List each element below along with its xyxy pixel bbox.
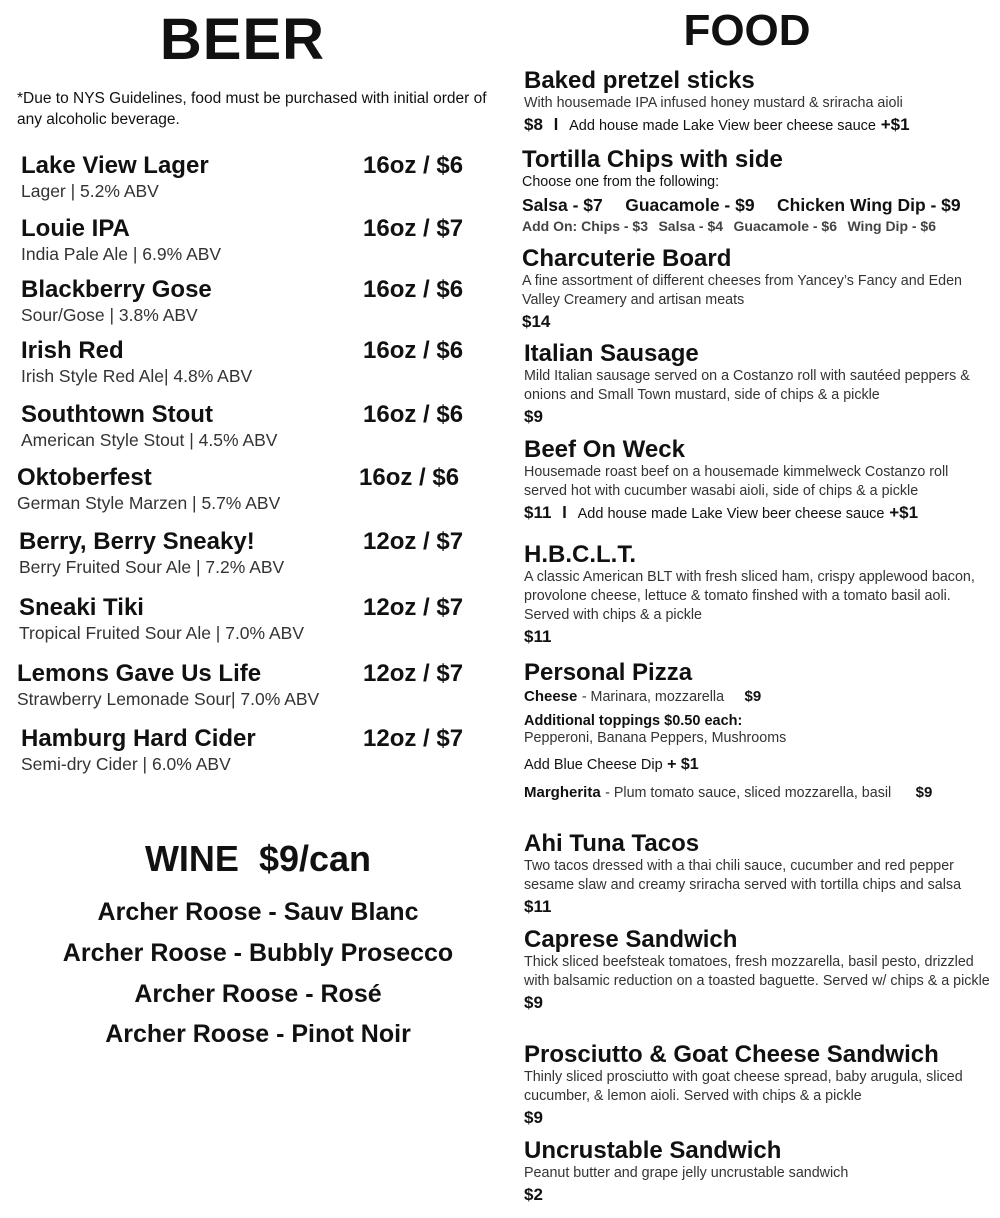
pizza-margherita-label: Margherita: [524, 784, 601, 801]
food-column: [510, 0, 1000, 1218]
chips-addon: Wing Dip - $6: [847, 218, 937, 234]
food-price: $8: [524, 115, 543, 134]
food-item-charcuterie: [522, 246, 992, 334]
pizza-toppings-label: Additional toppings $0.50 each:: [524, 713, 743, 729]
beer-item: [0, 528, 510, 588]
beer-item: [0, 725, 510, 785]
beer-name: Lake View Lager: [21, 152, 209, 179]
chips-option: Chicken Wing Dip - $9: [777, 195, 961, 215]
chips-addon: Salsa - $4: [658, 218, 724, 234]
food-desc: A classic American BLT with fresh sliced ham, crispy applewood bacon, provolone cheese, lettuce & tomato finshed with a tomato basil aoli. Served with chips & a pickle: [524, 569, 975, 623]
beer-price: 12oz / $7: [363, 594, 464, 621]
food-name: Baked pretzel sticks: [524, 67, 755, 94]
wine-item: Archer Roose - Rosé: [134, 980, 382, 1008]
addon-price: +$1: [889, 503, 919, 522]
addon-text: Add house made Lake View beer cheese sauce: [569, 118, 876, 134]
food-item-prosciutto: [524, 1042, 994, 1130]
beer-desc: India Pale Ale | 6.9% ABV: [21, 244, 222, 264]
beer-name: Louie IPA: [21, 215, 130, 242]
food-item-hbclt: [524, 542, 994, 649]
pizza-cheese-price: $9: [744, 688, 762, 705]
beer-item: [0, 215, 510, 275]
chips-addon: Guacamole - $6: [733, 218, 838, 234]
pizza-dip-price: + $1: [667, 756, 699, 773]
food-price: $11: [524, 627, 552, 646]
beer-desc: Lager | 5.2% ABV: [21, 181, 159, 201]
beer-item: [0, 660, 510, 720]
food-name: Personal Pizza: [524, 659, 693, 686]
beer-name: Berry, Berry Sneaky!: [19, 528, 255, 555]
food-desc: Two tacos dressed with a thai chili sauce, cucumber and red pepper sesame slaw and creamy sriracha served with tortilla chips and salsa: [524, 858, 962, 893]
food-name: Beef On Weck: [524, 436, 685, 463]
food-item-caprese: [524, 927, 994, 1015]
beer-item: [0, 276, 510, 336]
food-name: Caprese Sandwich: [524, 926, 738, 953]
food-name: Charcuterie Board: [522, 245, 732, 272]
food-price: $9: [524, 407, 543, 426]
nys-disclaimer: *Due to NYS Guidelines, food must be purchased with initial order of any alcoholic beverage.: [17, 90, 487, 128]
beer-name: Lemons Gave Us Life: [17, 660, 262, 687]
beer-desc: Irish Style Red Ale| 4.8% ABV: [21, 366, 253, 386]
food-item-weck: [524, 437, 994, 526]
pizza-margherita-desc: - Plum tomato sauce, sliced mozzarella, basil: [605, 785, 892, 801]
pizza-dip-row: [524, 756, 994, 774]
pizza-cheese-desc: - Marinara, mozzarella: [581, 689, 725, 705]
pizza-margherita-row: [524, 784, 994, 803]
beer-item: [0, 464, 510, 524]
beer-desc: American Style Stout | 4.5% ABV: [21, 430, 278, 450]
beer-price: 16oz / $6: [363, 337, 464, 364]
food-desc: Peanut butter and grape jelly uncrustable sandwich: [524, 1165, 849, 1181]
food-price: $11: [524, 897, 552, 916]
food-name: Ahi Tuna Tacos: [524, 830, 700, 857]
beer-name: Sneaki Tiki: [19, 594, 144, 621]
beer-desc: Sour/Gose | 3.8% ABV: [21, 305, 198, 325]
food-item-sausage: [524, 341, 994, 429]
food-price: $9: [524, 1108, 543, 1127]
food-price-row: [524, 501, 994, 526]
addon-price: +$1: [880, 115, 910, 134]
food-name: Uncrustable Sandwich: [524, 1137, 782, 1164]
beer-name: Irish Red: [21, 337, 124, 364]
food-name: Prosciutto & Goat Cheese Sandwich: [524, 1041, 939, 1068]
food-name: Italian Sausage: [524, 340, 699, 367]
pizza-margherita-price: $9: [915, 784, 933, 801]
addon-text: Add house made Lake View beer cheese sauce: [577, 506, 885, 522]
beer-name: Hamburg Hard Cider: [21, 725, 256, 752]
pizza-dip-text: Add Blue Cheese Dip: [524, 757, 663, 773]
food-desc: A fine assortment of different cheeses from Yancey’s Fancy and Eden Valley Creamery and artisan meats: [522, 273, 963, 308]
food-desc: Housemade roast beef on a housemade kimmelweck Costanzo roll served hot with cucumber wasabi aioli, side of chips & a pickle: [524, 464, 949, 499]
food-desc: Thick sliced beefsteak tomatoes, fresh mozzarella, basil pesto, drizzled with balsamic reduction on a toasted baguette. Served w/ chips & a pickle: [524, 954, 990, 989]
wine-item: Archer Roose - Bubbly Prosecco: [62, 939, 454, 967]
chips-options: [522, 195, 992, 216]
chips-addons: [522, 218, 992, 236]
food-name: H.B.C.L.T.: [524, 541, 636, 568]
beer-desc: Semi-dry Cider | 6.0% ABV: [21, 754, 231, 774]
pizza-cheese-row: [524, 688, 994, 707]
separator: l: [553, 115, 559, 134]
beer-item: [0, 401, 510, 461]
beer-price: 12oz / $7: [363, 660, 464, 687]
beer-price: 16oz / $7: [363, 215, 464, 242]
food-item-uncrustable: [524, 1138, 994, 1207]
beer-price: 16oz / $6: [359, 464, 460, 491]
food-item-pretzel: [524, 68, 994, 138]
wine-item: Archer Roose - Sauv Blanc: [97, 898, 419, 926]
beer-desc: Tropical Fruited Sour Ale | 7.0% ABV: [19, 623, 305, 643]
pizza-toppings: Pepperoni, Banana Peppers, Mushrooms: [524, 730, 787, 746]
food-desc: With housemade IPA infused honey mustard & sriracha aioli: [524, 95, 903, 111]
beer-name: Southtown Stout: [21, 401, 213, 428]
beer-desc: Berry Fruited Sour Ale | 7.2% ABV: [19, 557, 285, 577]
beer-price: 16oz / $6: [363, 276, 464, 303]
beer-price: 12oz / $7: [363, 725, 464, 752]
beer-desc: German Style Marzen | 5.7% ABV: [17, 493, 281, 513]
food-price: $2: [524, 1185, 543, 1204]
beer-name: Oktoberfest: [17, 464, 152, 491]
wine-item: Archer Roose - Pinot Noir: [105, 1020, 411, 1048]
beer-item: [0, 594, 510, 654]
food-price: $9: [524, 993, 543, 1012]
separator: l: [562, 503, 567, 522]
beer-item: [0, 337, 510, 397]
food-heading: FOOD: [683, 6, 811, 55]
food-item-pizza: [524, 660, 994, 803]
beer-item: [0, 152, 510, 212]
food-price-row: [524, 113, 994, 138]
chips-addon: Add On: Chips - $3: [522, 218, 648, 234]
food-item-chips: [522, 147, 992, 236]
food-desc: Choose one from the following:: [522, 174, 720, 190]
pizza-cheese-label: Cheese: [524, 688, 578, 705]
food-desc: Mild Italian sausage served on a Costanzo roll with sautéed peppers & onions and Small Town mustard, side of chips & a pickle: [524, 368, 970, 403]
chips-option: Guacamole - $9: [625, 195, 755, 215]
beer-price: 16oz / $6: [363, 401, 464, 428]
food-name: Tortilla Chips with side: [522, 146, 783, 173]
beer-name: Blackberry Gose: [21, 276, 212, 303]
beer-heading: BEER: [159, 7, 326, 72]
food-desc: Thinly sliced prosciutto with goat cheese spread, baby arugula, sliced cucumber, & lemon aioli. Served with chips & a pickle: [524, 1069, 963, 1104]
chips-option: Salsa - $7: [522, 195, 603, 215]
food-item-tacos: [524, 831, 994, 919]
beer-price: 16oz / $6: [363, 152, 464, 179]
beer-desc: Strawberry Lemonade Sour| 7.0% ABV: [17, 689, 320, 709]
beer-price: 12oz / $7: [363, 528, 464, 555]
food-price: $14: [522, 312, 551, 331]
food-price: $11: [524, 503, 552, 522]
wine-heading: WINE $9/can: [144, 838, 372, 879]
